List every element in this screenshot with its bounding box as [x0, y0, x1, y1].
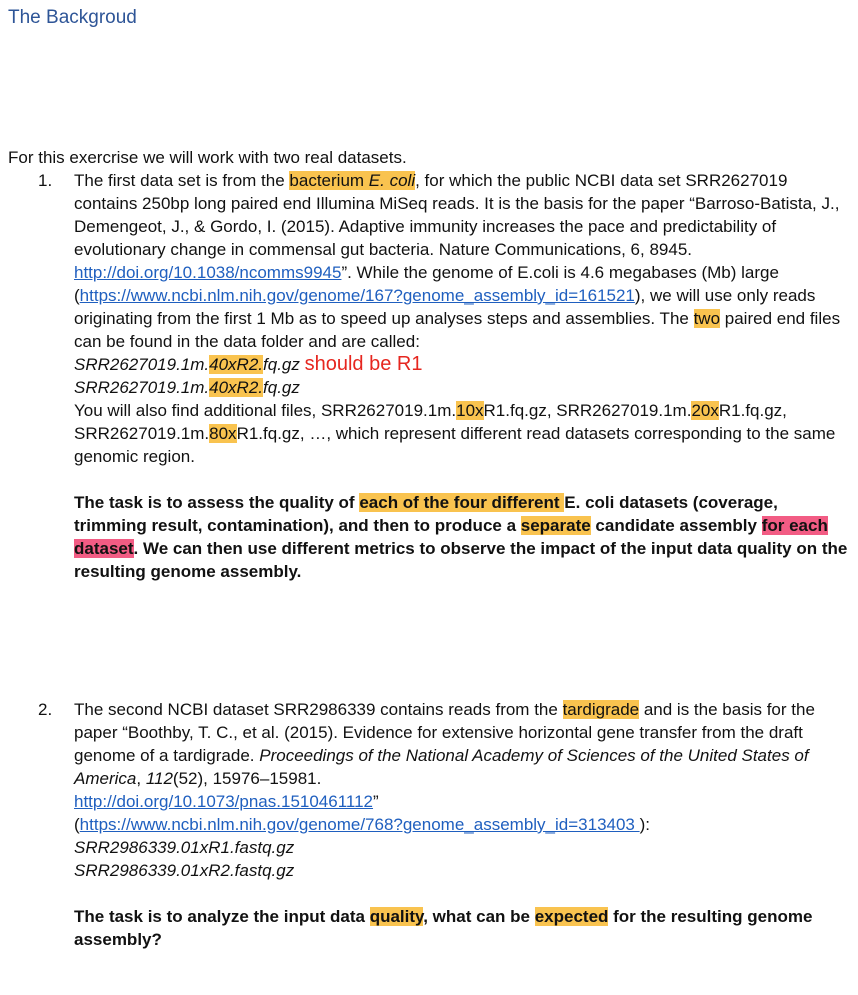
volume: 112: [145, 769, 173, 788]
list-item-body: [74, 169, 850, 583]
highlight: 40xR2.: [209, 355, 264, 374]
task-statement: The task is to analyze the input data quality, what can be expected for the resulting genome assembly?: [74, 907, 813, 949]
list-item-body: The second NCBI dataset SRR2986339 contains reads from the tardigrade and is the basis for the paper “Boothby, T. C., et al. (2015). Evidence for extensive horizontal gene transfer from the draft genome of a tardigrade. Proceedings of the National Academy of Sciences of the United States of America, 112(52), 15976–15981. http://doi.org/10.1073/pnas.1510461112” (https://www.ncbi.nlm.nih.gov/genome/768?genome_assembly_id=313403 ): SRR2986339.01xR1.fastq.gz SRR2986339.01xR2.fastq.gz The task is to analyze the input data quality, what can be expected for the resulting genome assembly?: [74, 698, 850, 951]
filename: SRR2986339.01xR1.fastq.gz: [74, 838, 295, 857]
text-run: The first data set is from the: [74, 171, 290, 190]
doi-link[interactable]: http://doi.org/10.1038/ncomms9945: [74, 263, 342, 282]
text-run: (52), 15976–15981.: [172, 769, 322, 788]
text-run: You will also find additional files, SRR2627019.1m.: [74, 401, 457, 420]
task-statement: The task is to assess the quality of each of the four different E. coli datasets (coverage, trimming result, contamination), and then to produce a separate candidate assembly for each dataset. We can then use different metrics to observe the impact of the input data quality on the resulting genome assembly.: [74, 493, 848, 581]
filename: SRR2627019.1m.40xR2.fq.gz: [74, 355, 300, 374]
section-heading: The Backgroud: [8, 7, 137, 28]
list-number: 2.: [38, 700, 53, 719]
highlight: separate: [520, 516, 591, 535]
highlight: two: [693, 309, 721, 328]
highlight-pink: for each dataset: [74, 516, 828, 558]
highlight: tardigrade: [562, 700, 640, 719]
highlight: 40xR2.: [209, 378, 264, 397]
text-run: , for which the public NCBI data set SRR2627019 contains 250bp long paired end Illumina MiSeq reads. It is the basis for the paper “Barroso-Batista, J., Demengeot, J., & Gordo, I. (2015). Adaptive immunity increases the pace and predictability of evolutionary change in commensal gut bacteria. Nature Communications, 6, 8945.: [74, 171, 840, 259]
text-run: ), we will use only reads originating from the first 1 Mb as to speed up analyses steps and assemblies. The: [74, 286, 816, 328]
highlight: E. coli: [368, 171, 416, 190]
text-run: paired end files can be found in the data folder and are called:: [74, 309, 841, 351]
list-number: 1.: [38, 171, 53, 190]
text-run: R1.fq.gz, …, which represent different read datasets corresponding to the same genomic region.: [74, 424, 836, 466]
highlight: 10x: [456, 401, 484, 420]
highlight: each of the four different: [359, 493, 565, 512]
journal-name: Proceedings of the National Academy of Sciences of the United States of America: [74, 746, 809, 788]
filename: SRR2627019.1m.40xR2.fq.gz: [74, 378, 300, 397]
text-run: R1.fq.gz, SRR2627019.1m.: [74, 401, 787, 443]
text-run: R1.fq.gz, SRR2627019.1m.: [483, 401, 692, 420]
handwritten-annotation: should be R1: [304, 353, 423, 375]
highlight: bacterium: [289, 171, 369, 190]
highlight: 20x: [691, 401, 719, 420]
highlight: 80x: [209, 424, 237, 443]
highlight: quality: [369, 907, 424, 926]
highlight: expected: [534, 907, 609, 926]
doi-link[interactable]: http://doi.org/10.1073/pnas.1510461112: [74, 792, 374, 811]
intro-paragraph: For this exercrise we will work with two real datasets.: [8, 148, 407, 167]
text-run: and is the basis for the paper “Boothby, T. C., et al. (2015). Evidence for extensive horizontal gene transfer from the draft genome of a tardigrade.: [74, 700, 815, 765]
filename: SRR2986339.01xR2.fastq.gz: [74, 861, 295, 880]
genome-link[interactable]: https://www.ncbi.nlm.nih.gov/genome/768?genome_assembly_id=313403: [79, 815, 640, 834]
genome-link[interactable]: https://www.ncbi.nlm.nih.gov/genome/167?genome_assembly_id=161521: [79, 286, 635, 305]
text-run: The second NCBI dataset SRR2986339 contains reads from the: [74, 700, 563, 719]
text-run: ”. While the genome of E.coli is 4.6 megabases (Mb) large (: [74, 263, 779, 305]
